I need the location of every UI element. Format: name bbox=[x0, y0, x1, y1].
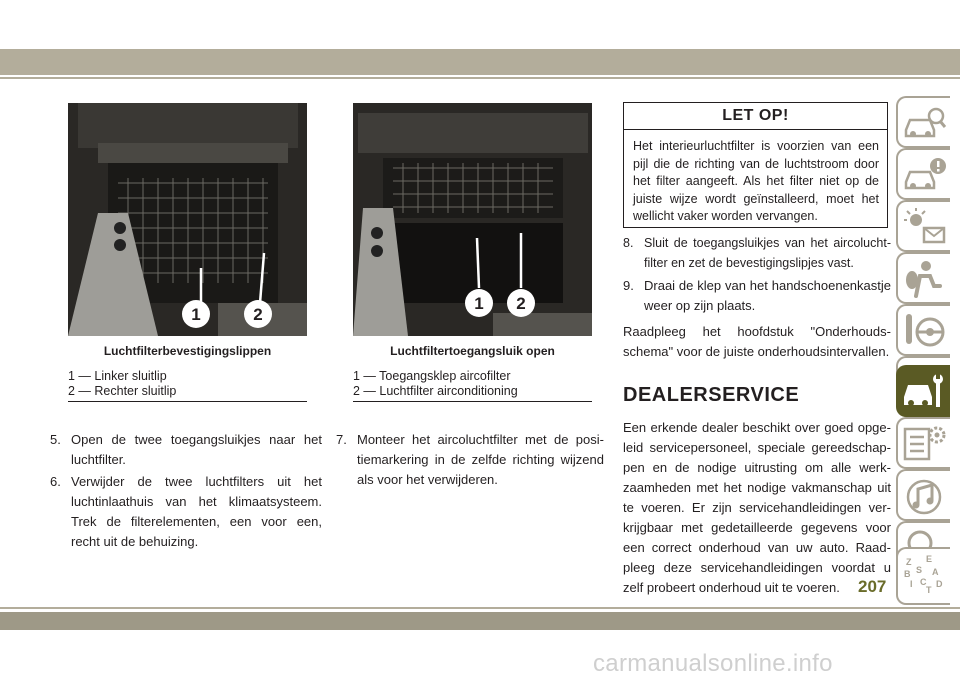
step-6 bbox=[50, 472, 322, 552]
svg-text:Z: Z bbox=[906, 557, 912, 567]
figure-legend bbox=[68, 369, 307, 402]
legend-item: 2 — Rechter sluitlip bbox=[68, 384, 177, 398]
car-service-icon bbox=[902, 371, 948, 413]
svg-text:B: B bbox=[904, 569, 911, 579]
header-rule bbox=[0, 77, 960, 79]
step-7 bbox=[336, 430, 604, 490]
music-navigation-icon bbox=[902, 475, 948, 517]
callout-1: 1 bbox=[474, 294, 484, 313]
step-text: Sluit de toegangsluikjes van het aircoluchtfilter en zet de bevestigingslipjes vast. bbox=[644, 236, 891, 270]
callout-1: 1 bbox=[191, 305, 201, 324]
footer-band bbox=[0, 612, 960, 630]
svg-text:I: I bbox=[910, 579, 913, 589]
step-5 bbox=[50, 430, 322, 470]
svg-text:S: S bbox=[916, 565, 923, 575]
svg-text:C: C bbox=[920, 577, 927, 587]
section-heading: DEALERSERVICE bbox=[623, 384, 800, 406]
car-warning-icon bbox=[902, 154, 948, 196]
step-text: Monteer het aircoluchtfilter met de positiemarkering in de zelfde richting wijzend als voor het verwijderen. bbox=[357, 432, 604, 487]
step-9 bbox=[623, 276, 891, 316]
tab-car-warning[interactable] bbox=[896, 148, 950, 200]
svg-text:E: E bbox=[926, 554, 933, 564]
header-band bbox=[0, 49, 960, 75]
step-number: 8. bbox=[623, 236, 634, 250]
callout-2: 2 bbox=[516, 294, 526, 313]
footer-rule bbox=[0, 607, 960, 609]
figure-photo-filter-clips bbox=[68, 103, 307, 336]
legend-item: 2 — Luchtfilter airconditioning bbox=[353, 384, 518, 398]
car-search-icon bbox=[902, 102, 948, 144]
legend-item: 1 — Toegangsklep aircofilter bbox=[353, 369, 511, 383]
tab-steering-starting[interactable] bbox=[896, 304, 950, 356]
svg-text:T: T bbox=[926, 585, 932, 595]
warning-title: LET OP! bbox=[624, 103, 887, 130]
step-8 bbox=[623, 233, 891, 273]
tab-car-search[interactable] bbox=[896, 96, 950, 148]
callout-2: 2 bbox=[253, 305, 263, 324]
figure-photo-access-door bbox=[353, 103, 592, 336]
section-paragraph: Een erkende dealer beschikt over goed opgeleid servicepersoneel, speciale gereedschappen en de nodige uitrusting om alle werkzaamheden met het nodige vakmanschap uit te voeren. Er zijn servicehandleidingen verkrijgbaar met gedetailleerde gegevens voor een correct onderhoud van uw auto. Raadpleeg deze servicehandleidingen voordat u zelf probeert onderhoud uit te voeren. bbox=[623, 420, 891, 595]
step-number: 7. bbox=[336, 432, 347, 447]
watermark: carmanualsonline.info bbox=[593, 650, 833, 677]
figure-caption: Luchtfiltertoegangsluik open bbox=[390, 344, 555, 358]
tab-car-service[interactable] bbox=[896, 365, 950, 417]
svg-text:D: D bbox=[936, 579, 943, 589]
tab-alphabet-index[interactable] bbox=[896, 547, 950, 605]
legend-item: 1 — Linker sluitlip bbox=[68, 369, 167, 383]
list-settings-icon bbox=[902, 423, 948, 465]
warning-text: Het interieurluchtfilter is voorzien van een pijl die de richting van de luchtstroom door het filter aangeeft. Als het filter niet op de juiste wijze wordt geïnstalleerd, moet het wellicht vaker worden vervangen. bbox=[633, 139, 879, 223]
step-number: 6. bbox=[50, 474, 61, 489]
svg-text:A: A bbox=[932, 567, 939, 577]
lights-message-icon bbox=[902, 206, 948, 248]
alphabet-index-icon bbox=[902, 553, 948, 603]
step-text: Draai de klep van het handschoenenkastje weer op zijn plaats. bbox=[644, 278, 891, 313]
step-text: Verwijder de twee luchtfilters uit het luchtinlaathuis van het klimaatsysteem. Trek de filterelementen, een voor een, recht uit de behuizing. bbox=[71, 474, 322, 549]
reference-paragraph: Raadpleeg het hoofdstuk "Onderhoudsschema" voor de juiste onderhoudsintervallen. bbox=[623, 324, 891, 359]
person-airbag-icon bbox=[902, 258, 948, 300]
tab-lights-message[interactable] bbox=[896, 200, 950, 252]
figure-caption: Luchtfilterbevestigingslippen bbox=[103, 344, 272, 358]
step-number: 5. bbox=[50, 432, 61, 447]
tab-person-airbag[interactable] bbox=[896, 252, 950, 304]
step-number: 9. bbox=[623, 278, 634, 293]
warning-box bbox=[623, 102, 888, 228]
page-number: 207 bbox=[858, 577, 887, 596]
figure-legend bbox=[353, 369, 592, 402]
tab-list-settings[interactable] bbox=[896, 417, 950, 469]
steering-starting-icon bbox=[902, 310, 948, 352]
step-text: Open de twee toegangsluikjes naar het luchtfilter. bbox=[71, 432, 322, 467]
tab-music-navigation[interactable] bbox=[896, 469, 950, 521]
